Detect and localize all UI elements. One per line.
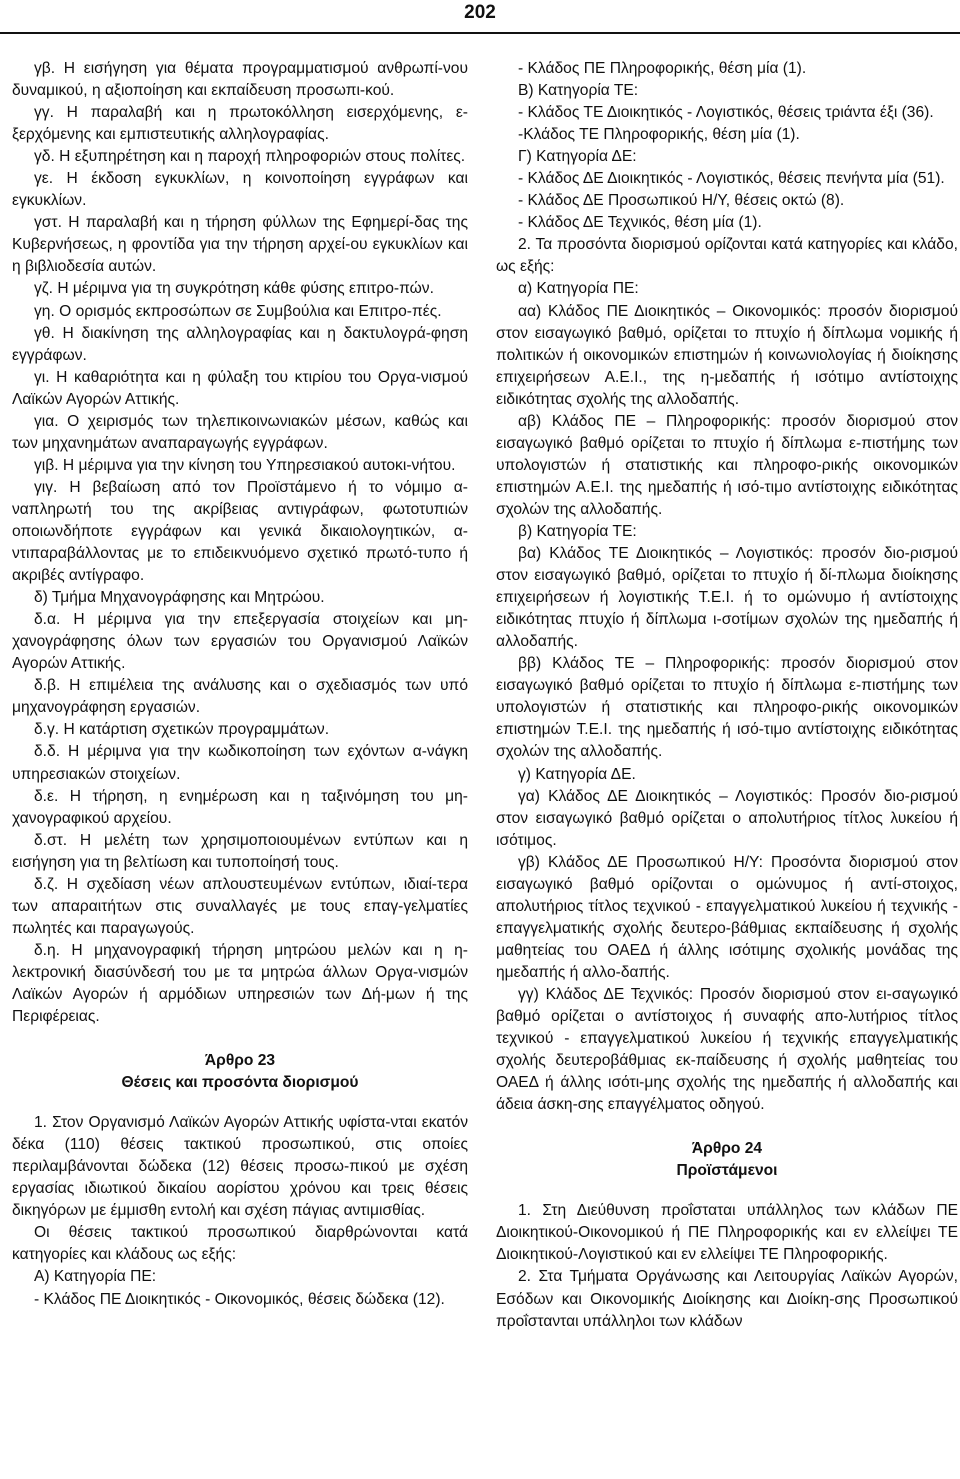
paragraph: γγ) Κλάδος ΔΕ Τεχνικός: Προσόν διορισμού στον ει-σαγωγικό βαθμό ορίζεται ο αντίστοιχος ή συναφής απο-λυτήριος τίτλος τεχνικού - επαγγελματικού λυκείου ή τεχνικής επαγγελματικής σχολής δευτεροβάθμιας εκ-παίδευσης ή σχολής μαθητείας του ΟΑΕΔ ή άλλης ισότι-μης σχολής της ημεδαπής ή αλλοδαπής και άδεια άσκη-σης επαγγέλματος οδηγού.: [496, 985, 958, 1114]
paragraph: δ.στ. Η μελέτη των χρησιμοποιουμένων εντύπων και η εισήγηση για τη βελτίωση και τυποποίησή τους.: [12, 831, 468, 871]
paragraph: δ.ζ. Η σχεδίαση νέων απλουστευμένων εντύπων, ιδιαί-τερα των απαραιτήτων στις συναλλαγές με τους επαγ-γελματίες πωλητές και παραγωγούς.: [12, 875, 468, 937]
article-23-paragraphs: [12, 1112, 468, 1310]
spacer: [496, 1116, 958, 1138]
paragraph: - Κλάδος ΔΕ Διοικητικός - Λογιστικός, θέσεις πενήντα μία (51).: [518, 170, 945, 188]
paragraph: - Κλάδος ΠΕ Πληροφορικής, θέση μία (1).: [518, 60, 807, 77]
paragraph: γιβ. Η μέριμνα για την κίνηση του Υπηρεσιακού αυτοκι-νήτου.: [34, 456, 456, 474]
article-24-title: Άρθρο 24: [691, 1140, 763, 1158]
paragraph: - Κλάδος ΠΕ Διοικητικός - Οικονομικός, θέσεις δώδεκα (12).: [34, 1290, 445, 1308]
paragraph: γζ. Η μέριμνα για τη συγκρότηση κάθε φύσης επιτρο-πών.: [34, 280, 434, 298]
paragraph: γδ. Η εξυπηρέτηση και η παροχή πληροφοριών στους πολίτες.: [34, 148, 466, 166]
paragraph: γβ. Η εισήγηση για θέματα προγραμματισμού ανθρωπί-νου δυναμικού, η αξιοποίηση και εκπαίδευση προσωπι-κού.: [12, 60, 468, 100]
paragraph: - Κλάδος ΔΕ Τεχνικός, θέση μία (1).: [518, 214, 762, 232]
left-column: [12, 58, 468, 1311]
paragraph: γη. Ο ορισμός εκπροσώπων σε Συμβούλια και Επιτρο-πές.: [34, 302, 442, 320]
paragraph: γστ. Η παραλαβή και η τήρηση φύλλων της Εφημερί-δας της Κυβερνήσεως, η φροντίδα για την τήρηση αρχεί-ου εγκυκλίων και η βιβλιοδεσία αυτών.: [12, 214, 468, 276]
paragraph: δ) Τμήμα Μηχανογράφησης και Μητρώου.: [34, 589, 325, 607]
article-24-paragraphs: [496, 1200, 958, 1332]
paragraph: Α) Κατηγορία ΠΕ:: [34, 1268, 157, 1286]
paragraph: δ.ε. Η τήρηση, η ενημέρωση και η ταξινόμηση του μη-χανογραφικού αρχείου.: [12, 787, 468, 827]
paragraph: γθ. Η διακίνηση της αλληλογραφίας και η δακτυλογρά-φηση εγγράφων.: [12, 324, 468, 364]
paragraph: γβ) Κλάδος ΔΕ Προσωπικού Η/Υ: Προσόντα διορισμού στον εισαγωγικό βαθμό ορίζονται ο ομώνυμος ή αντί-στοιχος, απολυτήριος τίτλος τεχνικού - επαγγελματικού λυκείου ή τεχνικής - επαγγελματικής σχολής δευτερο-βάθμιας εκπαίδευσης ή σχολής μαθητείας του ΟΑΕΔ ή άλλης ισότιμης σχολικής μονάδας της ημεδαπής ή αλλο-δαπής.: [496, 853, 958, 981]
page-number: 202: [464, 2, 496, 23]
article-23-subtitle: Θέσεις και προσόντα διορισμού: [121, 1074, 359, 1092]
paragraph: αα) Κλάδος ΠΕ Διοικητικός – Οικονομικός: προσόν διορισμού στον εισαγωγικό βαθμό, ορίζεται το πτυχίο ή δίπλωμα νομικής ή πολιτικών ή οικονομικών επιστημών ή κοινωνιολογίας ή διοίκησης επιχειρήσεων Α.Ε.Ι., της η-μεδαπής ή ισότιμο αντίστοιχης ειδικότητας σχολής της αλλοδαπής.: [496, 302, 958, 408]
paragraph: δ.η. Η μηχανογραφική τήρηση μητρώου μελών και η η-λεκτρονική διασύνδεσή του με τα μητρώα άλλων Οργα-νισμών Λαϊκών Αγορών ή αρμόδιων υπηρεσιών των Δή-μων ή της Περιφέρειας.: [12, 941, 468, 1026]
paragraph: -Κλάδος ΤΕ Πληροφορικής, θέση μία (1).: [518, 126, 800, 144]
paragraph: δ.δ. Η μέριμνα για την κωδικοποίηση των εχόντων α-νάγκη υπηρεσιακών στοιχείων.: [12, 743, 468, 783]
paragraph: ββ) Κλάδος ΤΕ – Πληροφορικής: προσόν διορισμού στον εισαγωγικό βαθμό ορίζεται το πτυχίο ή δίπλωμα ε-πιστήμης των υπολογιστών ή στατιστικής και πληροφο-ρικής οικονομικών επιστημών Τ.Ε.Ι. της ημεδαπής ή ισό-τιμο αντίστοιχης ειδικότητας σχολών της αλλοδαπής.: [496, 655, 958, 761]
paragraph: β) Κατηγορία ΤΕ:: [518, 522, 637, 540]
right-column-paragraphs: [496, 58, 958, 1116]
paragraph: αβ) Κλάδος ΠΕ – Πληροφορικής: προσόν διορισμού στον εισαγωγικό βαθμό ορίζεται το πτυχίο ή δίπλωμα ε-πιστήμης των υπολογιστών ή στατιστικής και πληροφο-ρικής οικονομικών επιστημών Α.Ε.Ι. της ημεδαπής ή ισό-τιμο αντίστοιχης ειδικότητας σχολών της αλλοδαπής.: [496, 412, 958, 518]
paragraph: για. Ο χειρισμός των τηλεπικοινωνιακών μέσων, καθώς και των μηχανημάτων αναπαραγωγής εγγράφων.: [12, 412, 468, 452]
paragraph: 2. Στα Τμήματα Οργάνωσης και Λειτουργίας Λαϊκών Αγορών, Εσόδων και Οικονομικής Διοίκησης και Διοίκη-σης Προσωπικού προΐστανται υπάλληλοι των κλάδων: [496, 1268, 958, 1330]
paragraph: γα) Κλάδος ΔΕ Διοικητικός – Λογιστικός: Προσόν διο-ρισμού στον εισαγωγικό βαθμό ορίζεται ο απολυτήριος τίτλος λυκείου ή ισότιμος.: [496, 787, 958, 849]
paragraph: γι. Η καθαριότητα και η φύλαξη του κτιρίου του Οργα-νισμού Λαϊκών Αγορών Αττικής.: [12, 368, 468, 408]
article-23-title: Άρθρο 23: [204, 1052, 276, 1070]
paragraph: 2. Τα προσόντα διορισμού ορίζονται κατά κατηγορίες και κλάδο, ως εξής:: [496, 236, 958, 276]
paragraph: δ.α. Η μέριμνα για την επεξεργασία στοιχείων και μη-χανογράφησης όλων των εργασιών του Οργανισμού Λαϊκών Αγορών Αττικής.: [12, 611, 468, 673]
spacer: [12, 1028, 468, 1050]
paragraph: - Κλάδος ΔΕ Προσωπικού Η/Υ, θέσεις οκτώ (8).: [518, 192, 845, 210]
paragraph: γγ. Η παραλαβή και η πρωτοκόλληση εισερχόμενης, ε-ξερχόμενης και εμπιστευτικής αλληλογραφίας.: [12, 104, 468, 144]
paragraph: α) Κατηγορία ΠΕ:: [518, 280, 639, 298]
paragraph: 1. Στη Διεύθυνση προΐσταται υπάλληλος των κλάδων ΠΕ Διοικητικού-Οικονομικού ή ΠΕ Πληροφορικής και εν ελλείψει ΤΕ Διοικητικού-Λογιστικού και εν ελλείψει ΤΕ Πληροφορικής.: [496, 1202, 958, 1264]
spacer: [496, 1182, 958, 1200]
right-column: [496, 58, 958, 1333]
paragraph: 1. Στον Οργανισμό Λαϊκών Αγορών Αττικής υφίστα-νται εκατόν δέκα (110) θέσεις τακτικού προσωπικού, στις οποίες περιλαμβάνονται δώδεκα (12) θέσεις προσω-πικού με σχέση εργασίας ιδιωτικού δικαίου αορίστου χρόνου και τρεις θέσεις δικηγόρων με έμμισθη εντολή και σχέση πάγιας αντιμισθίας.: [12, 1114, 468, 1220]
article-24-subtitle: Προϊστάμενοι: [676, 1162, 778, 1180]
paragraph: βα) Κλάδος ΤΕ Διοικητικός – Λογιστικός: προσόν διο-ρισμού στον εισαγωγικό βαθμό, ορίζεται το πτυχίο ή δί-πλωμα διοίκησης επιχειρήσεων ή λογιστικής Τ.Ε.Ι. ή το ομώνυμο ή αντίστοιχης ειδικότητας πτυχίο ή δίπλωμα ι-σοτίμων σχολών της ημεδαπής ή αλλοδαπής.: [496, 545, 958, 651]
paragraph: Γ) Κατηγορία ΔΕ:: [518, 148, 637, 166]
paragraph: γ) Κατηγορία ΔΕ.: [518, 765, 636, 783]
spacer: [12, 1094, 468, 1112]
paragraph: Οι θέσεις τακτικού προσωπικού διαρθρώνονται κατά κατηγορίες και κλάδους ως εξής:: [12, 1224, 468, 1264]
paragraph: δ.γ. Η κατάρτιση σχετικών προγραμμάτων.: [34, 721, 330, 739]
paragraph: - Κλάδος ΤΕ Διοικητικός - Λογιστικός, θέσεις τριάντα έξι (36).: [518, 104, 934, 122]
paragraph: δ.β. Η επιμέλεια της ανάλυσης και ο σχεδιασμός των υπό μηχανογράφηση εργασιών.: [12, 677, 468, 717]
paragraph: γιγ. Η βεβαίωση από τον Προϊστάμενο ή το νόμιμο α-ναπληρωτή του της ακρίβειας αντιγράφων, φωτοτυπιών οποιωνδήποτε εγγράφων και γενικά δικαιολογητικών, α-ντιπαραβάλλοντας με το επιδεικνυόμενο σχετικό πρωτό-τυπο ή ακριβές αντίγραφο.: [12, 478, 468, 585]
paragraph: γε. Η έκδοση εγκυκλίων, η κοινοποίηση εγγράφων και εγκυκλίων.: [12, 170, 468, 210]
header-rule: [0, 32, 960, 34]
paragraph: Β) Κατηγορία ΤΕ:: [518, 82, 639, 100]
left-column-paragraphs: [12, 58, 468, 1028]
